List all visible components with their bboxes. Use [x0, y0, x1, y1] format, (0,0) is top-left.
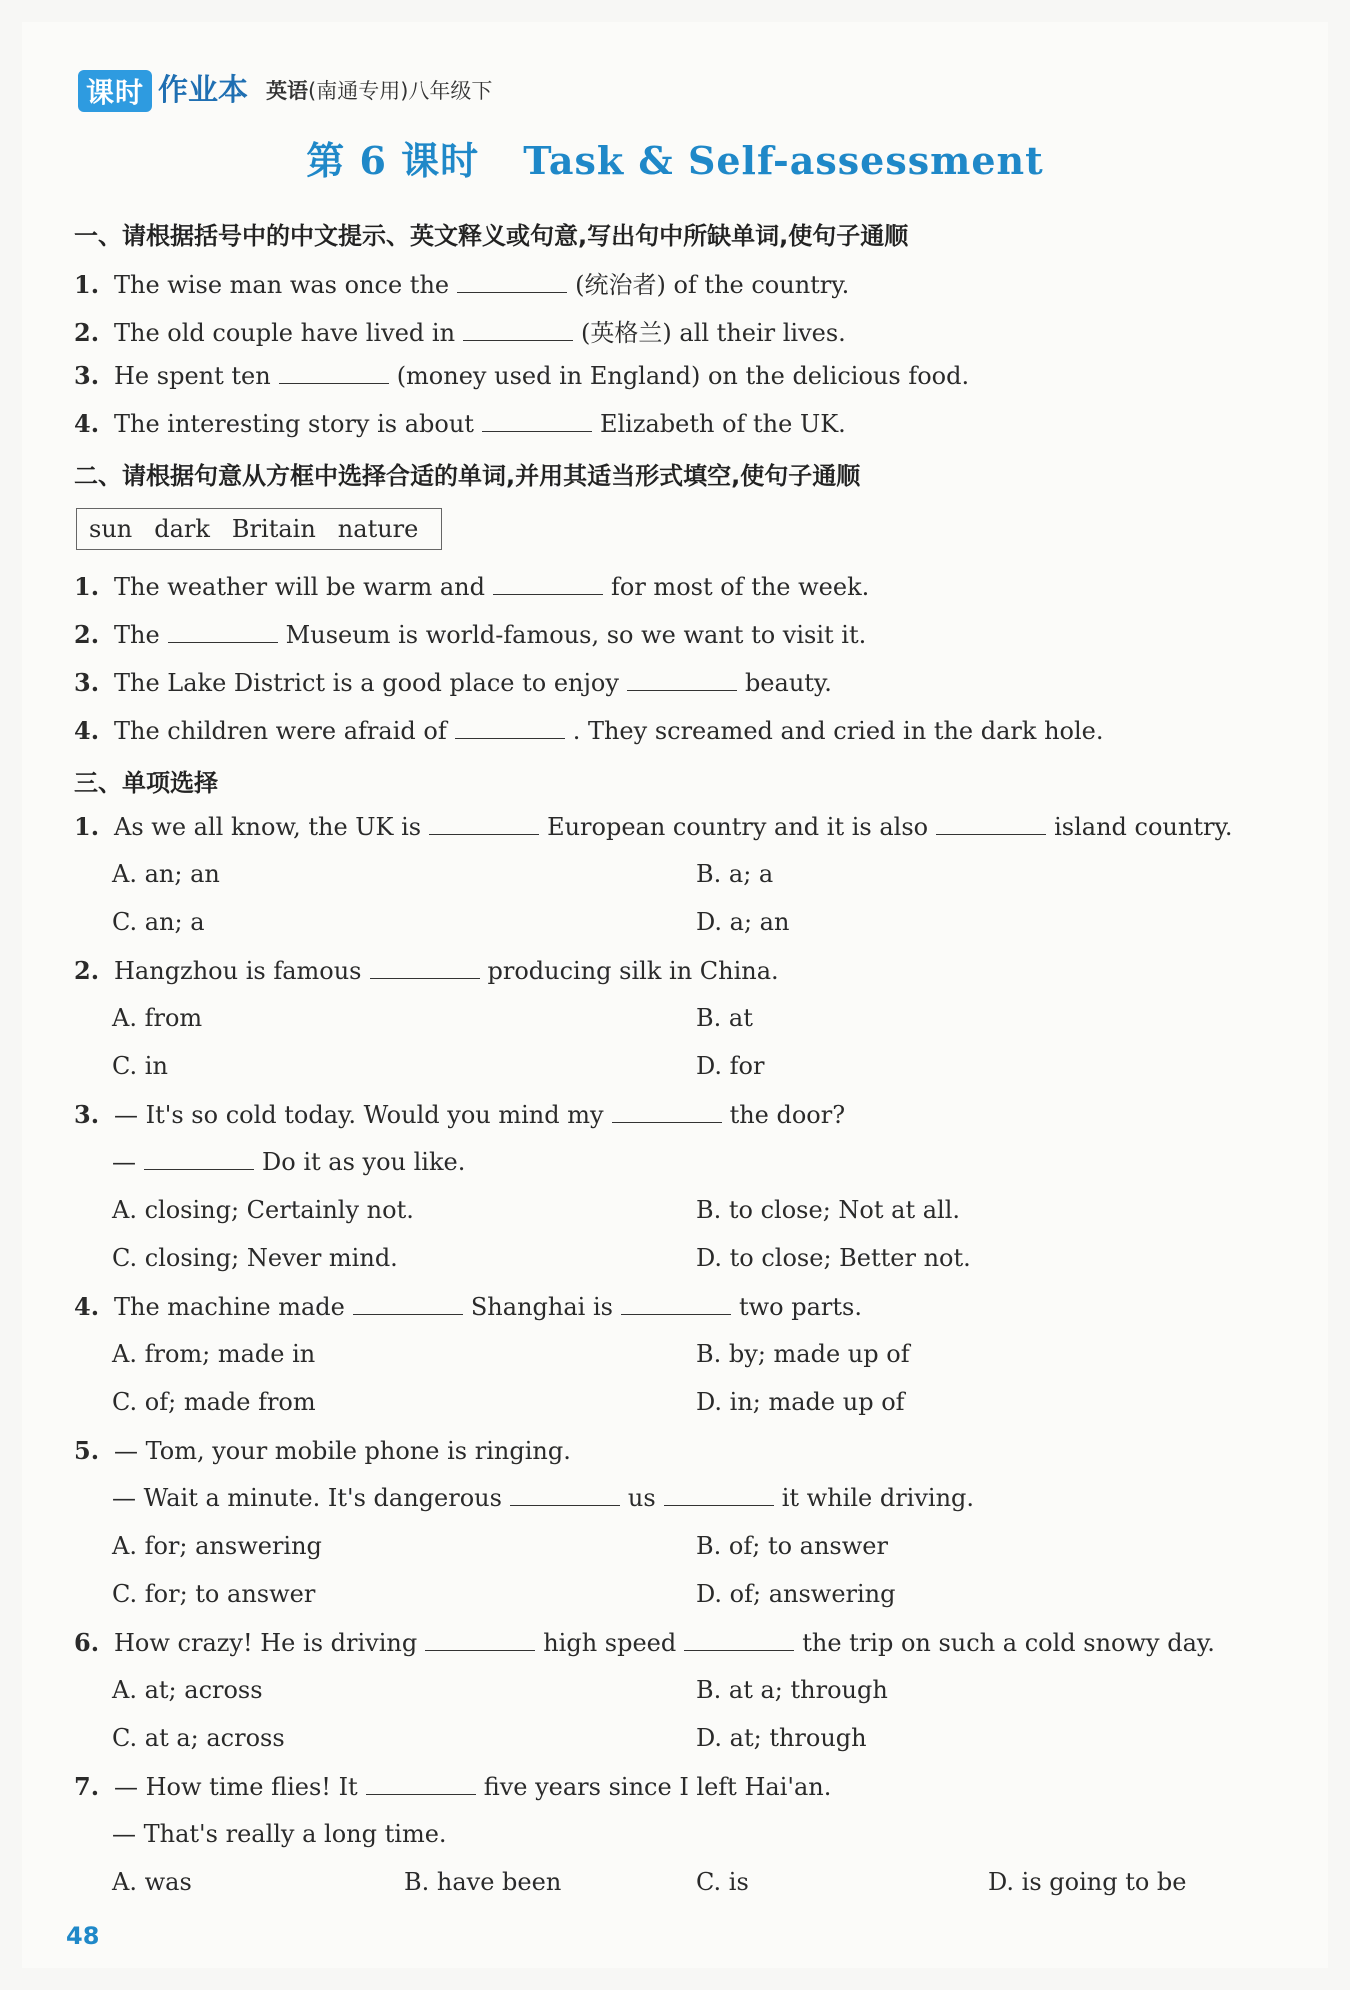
- word-box: sun dark Britain nature: [76, 508, 442, 550]
- s1-item-1: 1. The wise man was once the (统治者) of the country.: [74, 270, 850, 299]
- answer-blank[interactable]: [612, 1104, 722, 1123]
- s2-item-1: 1. The weather will be warm and for most of the week.: [74, 572, 870, 601]
- q7-stem-line-2: — That's really a long time.: [112, 1820, 447, 1848]
- q3-stem: 3. — It's so cold today. Would you mind my the door?: [74, 1100, 846, 1129]
- q4-option-a[interactable]: A. from; made in: [112, 1340, 316, 1368]
- s2-item-3: 3. The Lake District is a good place to enjoy beauty.: [74, 668, 832, 697]
- q7-stem: 7. — How time flies! It five years since I left Hai'an.: [74, 1772, 832, 1801]
- q1-option-b[interactable]: B. a; a: [696, 860, 774, 888]
- answer-blank[interactable]: [429, 816, 539, 835]
- q2-option-a[interactable]: A. from: [112, 1004, 203, 1032]
- answer-blank[interactable]: [627, 672, 737, 691]
- answer-blank[interactable]: [353, 1296, 463, 1315]
- q6-option-d[interactable]: D. at; through: [696, 1724, 867, 1752]
- q2-option-d[interactable]: D. for: [696, 1052, 765, 1080]
- q6-option-b[interactable]: B. at a; through: [696, 1676, 888, 1704]
- q3-option-d[interactable]: D. to close; Better not.: [696, 1244, 971, 1272]
- answer-blank[interactable]: [510, 1487, 620, 1506]
- q5-option-b[interactable]: B. of; to answer: [696, 1532, 888, 1560]
- s1-item-3: 3. He spent ten (money used in England) on the delicious food.: [74, 361, 970, 390]
- section-3-heading: 三、单项选择: [74, 769, 218, 797]
- answer-blank[interactable]: [370, 960, 480, 979]
- q3-stem-line-2: — Do it as you like.: [112, 1148, 466, 1176]
- answer-blank[interactable]: [684, 1632, 794, 1651]
- section-1-heading: 一、请根据括号中的中文提示、英文释义或句意,写出句中所缺单词,使句子通顺: [74, 222, 909, 250]
- answer-blank[interactable]: [279, 365, 389, 384]
- answer-blank[interactable]: [936, 816, 1046, 835]
- q2-option-c[interactable]: C. in: [112, 1052, 168, 1080]
- q3-option-b[interactable]: B. to close; Not at all.: [696, 1196, 961, 1224]
- q3-option-c[interactable]: C. closing; Never mind.: [112, 1244, 398, 1272]
- q3-option-a[interactable]: A. closing; Certainly not.: [112, 1196, 414, 1224]
- answer-blank[interactable]: [482, 413, 592, 432]
- q4-option-d[interactable]: D. in; made up of: [696, 1388, 905, 1416]
- answer-blank[interactable]: [664, 1487, 774, 1506]
- s2-item-2: 2. The Museum is world-famous, so we want to visit it.: [74, 620, 867, 649]
- q6-option-a[interactable]: A. at; across: [112, 1676, 263, 1704]
- answer-blank[interactable]: [493, 576, 603, 595]
- q1-option-d[interactable]: D. a; an: [696, 908, 790, 936]
- page-number: 48: [66, 1922, 100, 1950]
- s1-item-2: 2. The old couple have lived in (英格兰) all their lives.: [74, 318, 846, 347]
- q7-option-b[interactable]: B. have been: [404, 1868, 562, 1896]
- answer-blank[interactable]: [168, 624, 278, 643]
- q4-stem: 4. The machine made Shanghai is two parts.: [74, 1292, 862, 1321]
- q6-stem: 6. How crazy! He is driving high speed the trip on such a cold snowy day.: [74, 1628, 1215, 1657]
- q1-option-a[interactable]: A. an; an: [112, 860, 220, 888]
- answer-blank[interactable]: [366, 1776, 476, 1795]
- q5-option-c[interactable]: C. for; to answer: [112, 1580, 316, 1608]
- q2-stem: 2. Hangzhou is famous producing silk in China.: [74, 956, 779, 985]
- page-title: 第 6 课时 Task & Self-assessment: [306, 138, 1044, 183]
- q7-option-c[interactable]: C. is: [696, 1868, 749, 1896]
- q4-option-b[interactable]: B. by; made up of: [696, 1340, 910, 1368]
- answer-blank[interactable]: [463, 322, 573, 341]
- section-2-heading: 二、请根据句意从方框中选择合适的单词,并用其适当形式填空,使句子通顺: [74, 462, 861, 490]
- q5-stem: 5. — Tom, your mobile phone is ringing.: [74, 1436, 571, 1465]
- q7-option-d[interactable]: D. is going to be: [988, 1868, 1187, 1896]
- brand-logo: 课时: [78, 70, 152, 112]
- q7-option-a[interactable]: A. was: [112, 1868, 192, 1896]
- brand-name: 作业本: [158, 73, 249, 108]
- answer-blank[interactable]: [457, 274, 567, 293]
- answer-blank[interactable]: [455, 720, 565, 739]
- q5-option-a[interactable]: A. for; answering: [112, 1532, 322, 1560]
- q1-stem: 1. As we all know, the UK is European country and it is also island country.: [74, 812, 1233, 841]
- brand-header: [78, 70, 492, 112]
- s1-item-4: 4. The interesting story is about Elizabeth of the UK.: [74, 409, 846, 438]
- subject-label: 英语(南通专用)八年级下: [266, 79, 493, 103]
- answer-blank[interactable]: [621, 1296, 731, 1315]
- q2-option-b[interactable]: B. at: [696, 1004, 753, 1032]
- q1-option-c[interactable]: C. an; a: [112, 908, 205, 936]
- q4-option-c[interactable]: C. of; made from: [112, 1388, 316, 1416]
- q5-option-d[interactable]: D. of; answering: [696, 1580, 896, 1608]
- answer-blank[interactable]: [144, 1151, 254, 1170]
- answer-blank[interactable]: [425, 1632, 535, 1651]
- s2-item-4: 4. The children were afraid of . They screamed and cried in the dark hole.: [74, 716, 1104, 745]
- q5-stem-line-2: — Wait a minute. It's dangerous us it while driving.: [112, 1484, 975, 1512]
- q6-option-c[interactable]: C. at a; across: [112, 1724, 285, 1752]
